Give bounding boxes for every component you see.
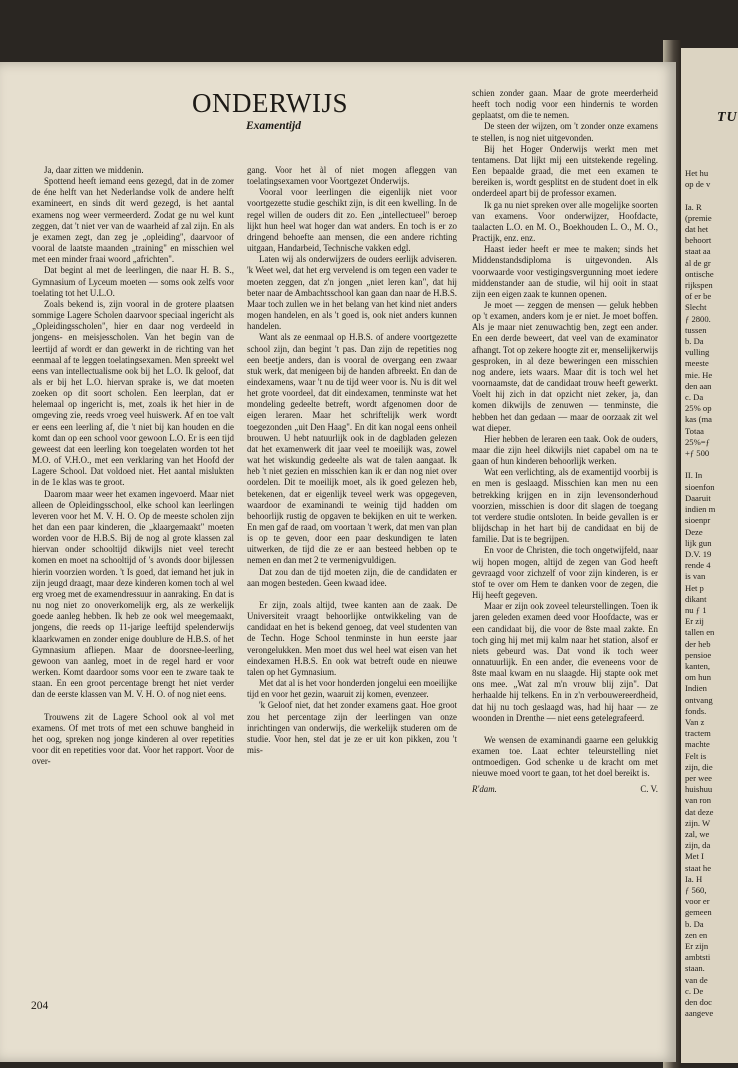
next-page-line: zijn, die bbox=[685, 761, 713, 772]
signature-place: R'dam. bbox=[472, 783, 497, 794]
next-page-line: rende 4 bbox=[685, 560, 711, 571]
paragraph: Daarom maar weer het examen ingevoerd. Maar niet alleen de Opleidingsschool, elke school kan leerlingen leveren voor het M. V. H. O. Op de meeste scholen zijn het dan een paar kinderen, die „klaargemaakt" moeten worden voor de H.B.S. Bij de nog al grote klassen zal hiervan onder schooltijd dikwijls niet veel terecht komen en moet na schooltijd of 's avonds door bijlessen hierin voorzien worden. 't Is goed, dat iemand het juk in zijn jeugd draagt, maar deze kinderen komen toch al wel erg vroeg met de examendressuur in aanraking. En dat is nu nog niet zo onoverkomelijk erg, als ze werkelijk goede aanleg hebben. Ik heb ze ook wel meegemaakt, jongens, die reeds op 11-jarige leeftijd spelenderwijs klaarkwamen en zonder enige doublure de H.B.S. of het Gymnasium afliepen. Maar de doorsnee-leerling, gewoon van aanleg, moet in de regel hard er voor werken. Komt daardoor soms voor een te zware taak te staan. En een groot percentage brengt het niet verder dan de eerste klassen van M. V. H. O. of nog niet eens. bbox=[32, 488, 234, 700]
next-page-line: sioenfon bbox=[685, 481, 715, 492]
paragraph: Maar er zijn ook zoveel teleurstellingen. Toen ik jaren geleden examen deed voor Hoofdacte, was er een candidaat bij, die voor de 8ste maal zakte. En toch ging hij met mij kalm naar het station, alsof er niets gebeurd was. Dat vond ik toch weer onnatuurlijk. En een ander, die eveneens voor de 8ste maal kwam en nu slaagde. Hij stapte ook met ons mee. „Wat zal m'n vrouw blij zijn". Dat herhaalde hij telkens. En in z'n verbouwereerdheid, dat hij nu toch geslaagd was, had hij haar — ze woonden in Drenthe — niet eens getelegrafeerd. bbox=[472, 601, 658, 723]
next-page-line: indien m bbox=[685, 504, 716, 515]
next-page-line bbox=[685, 190, 738, 201]
next-page-line: machte bbox=[685, 739, 710, 750]
paragraph: Haast ieder heeft er mee te maken; sinds het Middenstandsdiploma is uitgevonden. Als voorwaarde voor vestigingsvergunning moet iedere middenstander aan de studie, wil hij ooit in staat zijn een eigen zaak te kunnen openen. bbox=[472, 244, 658, 299]
next-page-line: pensioe bbox=[685, 649, 712, 660]
next-page-line: op de v bbox=[685, 179, 711, 190]
signature-initials: C. V. bbox=[640, 783, 658, 794]
paragraph: De steen der wijzen, om 't zonder onze examens te stellen, is nog niet uitgevonden. bbox=[472, 121, 658, 143]
next-page-line: nu ƒ 1 bbox=[685, 604, 707, 615]
paragraph: gang. Voor het àl of niet mogen afleggen van toelatingsexamen voor Voortgezet Onderwijs. bbox=[247, 165, 457, 187]
paragraph: 'k Geloof niet, dat het zonder examens gaat. Hoe groot zou het percentage zijn der leerlingen van onze inrichtingen van onderwijs, die werkelijk studeren om de studie. Voor hen, stel dat je ze er uit kon pikken, zou 't mis- bbox=[247, 700, 457, 755]
next-page-line: tussen bbox=[685, 324, 707, 335]
next-page-line: tallen en bbox=[685, 627, 715, 638]
next-page-title: TU bbox=[717, 110, 738, 125]
next-page-line: zal, we bbox=[685, 828, 710, 839]
next-page-line: (premie bbox=[685, 212, 712, 223]
next-page-line: al de gr bbox=[685, 257, 711, 268]
next-page-line: zijn, da bbox=[685, 840, 711, 851]
next-page-line: der heb bbox=[685, 638, 711, 649]
column-1 bbox=[32, 165, 234, 767]
next-page-line: Met I bbox=[685, 851, 704, 862]
next-page-line: ontvang bbox=[685, 694, 713, 705]
next-page-line: ƒ 2800. bbox=[685, 313, 711, 324]
paragraph: Hier hebben de leraren een taak. Ook de ouders, maar die zijn heel dikwijls niet capabel om na te gaan of hun kinderen behoorlijk werken. bbox=[472, 433, 658, 467]
next-page-line: Van z bbox=[685, 716, 705, 727]
column-3 bbox=[472, 88, 658, 795]
next-page-line: den aan bbox=[685, 380, 712, 391]
paragraph: Bij het Hoger Onderwijs werkt men met tentamens. Dat lijkt mij een uitstekende regeling. Een bepaalde graad, die met een examen te bereiken is, wordt gesplitst en de student doet in elk onderdeel apart bij de professor examen. bbox=[472, 143, 658, 199]
next-page-line: tractem bbox=[685, 728, 711, 739]
next-page-line: dat deze bbox=[685, 806, 714, 817]
next-page-line: c. De bbox=[685, 985, 704, 996]
next-page-line: b. Da bbox=[685, 336, 704, 347]
next-page-line: staat he bbox=[685, 862, 712, 873]
next-page-line: Indien bbox=[685, 683, 707, 694]
next-page-line: van de bbox=[685, 974, 708, 985]
next-page-line: Er zijn bbox=[685, 941, 709, 952]
next-page-line: aangeve bbox=[685, 1008, 714, 1019]
paragraph: Vooral voor leerlingen die eigenlijk niet voor voortgezette studie geschikt zijn, is dit een kwelling. In de regel willen de ouders dit zo. Een „intellectueel" beroep lijkt hun heel wat hoger dan wat anders. En toch is er zo dringend behoefte aan mensen, die een andere richting uitgaan, Handarbeid, Technische vakken edgl. bbox=[247, 187, 457, 254]
next-page-line: Daaruit bbox=[685, 492, 711, 503]
next-page-line: staat aa bbox=[685, 246, 711, 257]
next-page-line: gemeen bbox=[685, 907, 712, 918]
next-page-line: Totaa bbox=[685, 425, 704, 436]
next-page-line: zijn. W bbox=[685, 817, 711, 828]
next-page-line bbox=[685, 459, 738, 470]
next-page-line: behoort bbox=[685, 235, 712, 246]
next-page-line: Er zij bbox=[685, 616, 704, 627]
paragraph: Dat zou dan de tijd moeten zijn, die de candidaten er aan mogen besteden. Geen kwaad idee. bbox=[247, 566, 457, 588]
column-2 bbox=[247, 165, 457, 756]
paragraph: Spottend heeft iemand eens gezegd, dat in de zomer de éne helft van het Nederlandse volk de andere helft examineert, en sinds dit werd gezegd, is het aantal examens nog weer vermeerderd. Zodat ge nu wel kunt zeggen, dat 't niet ver van de waarheid af zal zijn. En als je examen zegt, dan zeg je „opleiding", daarvoor of vooral de laatste maanden „training" en misschien wel met een minder fraai woord „africhten". bbox=[32, 176, 234, 265]
next-page-line: kanten, bbox=[685, 660, 711, 671]
paragraph: schien zonder gaan. Maar de grote meerderheid heeft toch nodig voor een hindernis te worden geplaatst, om die te nemen. bbox=[472, 88, 658, 121]
next-page-line: is van bbox=[685, 571, 706, 582]
paragraph: Je moet — zeggen de mensen — geluk hebben op 't examen, anders kom je er niet. Je moet boffen. Als je maar niet zenuwachtig ben, zegt een ander. En een derde beweert, dat veel van de examinator afhangt. Tot op zekere hoogte zit er, menselijkerwijs gesproken, in al deze beweringen een misschien nog andere, iets waars. Maar dit is toch wel het voornaamste, dat de candidaat trouw heeft gewerkt. Voelt hij zich in dat opzicht niet zeker, ja, dan komen dikwijls de zenuwen — tenminste, die hebben het dan gedaan — maar de oorzaak zit wel wat dieper. bbox=[472, 299, 658, 433]
next-page-line: voor er bbox=[685, 896, 710, 907]
paragraph-gap bbox=[472, 724, 658, 735]
next-page-line: +ƒ 500 bbox=[685, 448, 710, 459]
article-subtitle: Examentijd bbox=[246, 120, 301, 132]
next-page-line: Ia. H bbox=[685, 873, 703, 884]
next-page-line: 25% op bbox=[685, 403, 712, 414]
paragraph: Er zijn, zoals altijd, twee kanten aan de zaak. De Universiteit vraagt behoorlijke ontwikkeling van de candidaat en het is bekend genoeg, dat veel studenten van de Techn. Hoge School tenminste in hun eerste jaar verongelukken. Men moet dus wel heel wat eisen van het eindexamen H.B.S. En ook wat betreft oude en nieuwe talen op het Gymnasium. bbox=[247, 599, 457, 677]
next-page-line: Deze bbox=[685, 526, 703, 537]
next-page-line: of er be bbox=[685, 291, 712, 302]
paragraph: Zoals bekend is, zijn vooral in de grotere plaatsen sommige Lagere Scholen daarvoor speciaal ingericht als „Opleidingsscholen", hier en daar nog verdeeld in jongens- en meisjesscholen. Van het begin van de leertijd af wordt er dan gewerkt in de richting van het eenmaal af te leggen toelatingsexamen. Men spreekt wel eens van intellectualisme ook bij het L.O. Ik geloof, dat als er bij het L.O. hiervan sprake is, we dat moeten zoeken op dit soort scholen. Een leerplan, dat er helemaal op ingericht is, met, zoals ik het hier in de omgeving zie, reeds vroeg veel huiswerk. Af en toe valt er eens een leerling af, die 't niet bij kan houden en die komt dan op een school voor gewoon L.O. Er is een tijd geweest dat een leerling kon toegelaten worden tot het M.O. of V.H.O., met een verklaring van het Hoofd der Lagere School. Dat voldoed niet. Het aantal mislukten in de 1e klas was te groot. bbox=[32, 298, 234, 488]
next-page-line: b. Da bbox=[685, 918, 704, 929]
next-page-line: van ron bbox=[685, 795, 712, 806]
next-page-line: den doc bbox=[685, 997, 712, 1008]
paragraph-gap bbox=[247, 589, 457, 600]
next-page-line: dat het bbox=[685, 224, 709, 235]
next-page-line: rijkspen bbox=[685, 280, 713, 291]
paragraph: Ik ga nu niet spreken over alle mogelijke soorten van examens. Voor onderwijzer, Hoofdacte, taalacten L.O. en M. O., Boekhouden L. O., M. O., Practijk, enz. enz. bbox=[472, 199, 658, 244]
next-page-line: mie. He bbox=[685, 369, 713, 380]
next-page-line: Het p bbox=[685, 582, 704, 593]
next-page-line: zen en bbox=[685, 929, 708, 940]
next-page-line: Het hu bbox=[685, 168, 709, 178]
paragraph: Trouwens zit de Lagere School ook al vol met examens. Of met trots of met een schuwe bangheid in het oog, spreken nog jonge kinderen al over repetities voor dit en repetities voor dat. Voor het rapport. Voor de over- bbox=[32, 711, 234, 767]
next-page-line: huishuu bbox=[685, 784, 713, 795]
next-page-line: vulling bbox=[685, 347, 710, 358]
next-page-line: lijk gun bbox=[685, 537, 712, 548]
article-title: ONDERWIJS bbox=[192, 88, 349, 118]
paragraph: Want als ze eenmaal op H.B.S. of andere voortgezette school zijn, dan begint 't pas. Dan zijn de repetities nog een beetje anders, dan is vooral de overgang een zwaar stuk werk, dat menigeen bij de handen afbreekt. En dan de eindexamens, waar 't nu de tijd weer voor is. Nu is dit wel het grote voordeel, dat dit eindexamen, tenminste wat het mondeling gedeelte betreft, wordt afgenomen door de eigen leraren. Maar het schriftelijk werk wordt toegezonden „uit Den Haag". En dit kan nogal eens onheil brouwen. U hebt natuurlijk ook in de dagbladen gelezen dat het examenwerk dit jaar veel te moeilijk was, zowel wat het wiskundig gedeelte als wat de talen aangaat. Ik heb 't niet gezien en misschien kan ik er dan nog niet over oordelen. Dit te moeilijk moet, als ik goed gelezen heb, betekenen, dat er eigenlijk teveel werk was opgegeven, waardoor de examinandi te weinig tijd hadden om behoorlijk rustig de opgaven te bekijken en uit te werken. En men gaf de raad, om voortaan 't werk, dat men van plan is op te geven, door een paar deskundigen te laten uitwerken, de tijd die ze er aan besteed hebben op te nemen en dan met 2 te vermenigvuldigen. bbox=[247, 332, 457, 566]
next-page-line: meeste bbox=[685, 358, 709, 369]
paragraph: Ja, daar zitten we middenin. bbox=[44, 165, 144, 175]
next-page-line: sioenpr bbox=[685, 515, 711, 526]
next-page-lines bbox=[685, 168, 738, 1019]
next-page-fragment bbox=[681, 48, 738, 1063]
next-page-line: kas (ma bbox=[685, 414, 712, 425]
next-page-line: II. In bbox=[685, 470, 703, 481]
next-page-line: ontische bbox=[685, 268, 714, 279]
next-page-line: c. Da bbox=[685, 392, 704, 403]
next-page-line: Slecht bbox=[685, 302, 707, 313]
next-page-line: dikant bbox=[685, 593, 707, 604]
next-page-line: fonds. bbox=[685, 705, 707, 716]
next-page-line: Ia. R bbox=[685, 201, 702, 212]
next-page-line: 25%=ƒ bbox=[685, 436, 710, 447]
next-page-line: ambtsti bbox=[685, 952, 711, 963]
next-page-line: ƒ 560, bbox=[685, 885, 707, 895]
next-page-line: per wee bbox=[685, 772, 712, 783]
paragraph: En voor de Christen, die toch ongetwijfeld, naar wij hopen mogen, altijd de zegen van God heeft gevraagd voor zichzelf of voor zijn kinderen, is er stof te over om Hem te danken voor de zegen, die Hij heeft gegeven. bbox=[472, 545, 658, 601]
next-page-line: om hun bbox=[685, 672, 712, 683]
next-page-line: Felt is bbox=[685, 750, 707, 761]
paragraph: Wat een verlichting, als de examentijd voorbij is en men is geslaagd. Misschien kan men nu een betrekking krijgen en in zijn levensonderhoud voorzien, misschien is door dit slagen de toegang tot verdere studie ontsloten. In beide gevallen is er blijdschap in het hart bij de candidaat en bij de familie. Dat is te begrijpen. bbox=[472, 467, 658, 545]
paragraph: Dat begint al met de leerlingen, die naar H. B. S., Gymnasium of Lyceum moeten — soms ook zelfs voor toelating tot het U.L.O. bbox=[32, 265, 234, 298]
page-number: 204 bbox=[31, 1000, 49, 1012]
paragraph: Laten wij als onderwijzers de ouders eerlijk adviseren. 'k Weet wel, dat het erg vervelend is om tegen een vader te moeten zeggen, dat z'n jongen „niet leren kan", dat hij beter naar de Ambachtsschool kan gaan dan naar de H.B.S. Maar toch zullen we in het belang van het kind niet anders mogen handelen, en als 't goed is, ook niet anders kunnen handelen. bbox=[247, 254, 457, 332]
next-page-line: staan. bbox=[685, 963, 705, 974]
next-page-line: D.V. 19 bbox=[685, 548, 712, 559]
paragraph: We wensen de examinandi gaarne een gelukkig examen toe. Laat echter teleurstelling niet ontmoedigen. God schenke u de kracht om met nieuwe moed voort te gaan, tot het doel bereikt is. bbox=[472, 734, 658, 779]
paragraph: Met dat al is het voor honderden jongelui een moeilijke tijd en voor het gezin, waaruit zij komen, evenzeer. bbox=[247, 678, 457, 700]
paragraph-gap bbox=[32, 701, 234, 712]
signature bbox=[472, 784, 658, 795]
